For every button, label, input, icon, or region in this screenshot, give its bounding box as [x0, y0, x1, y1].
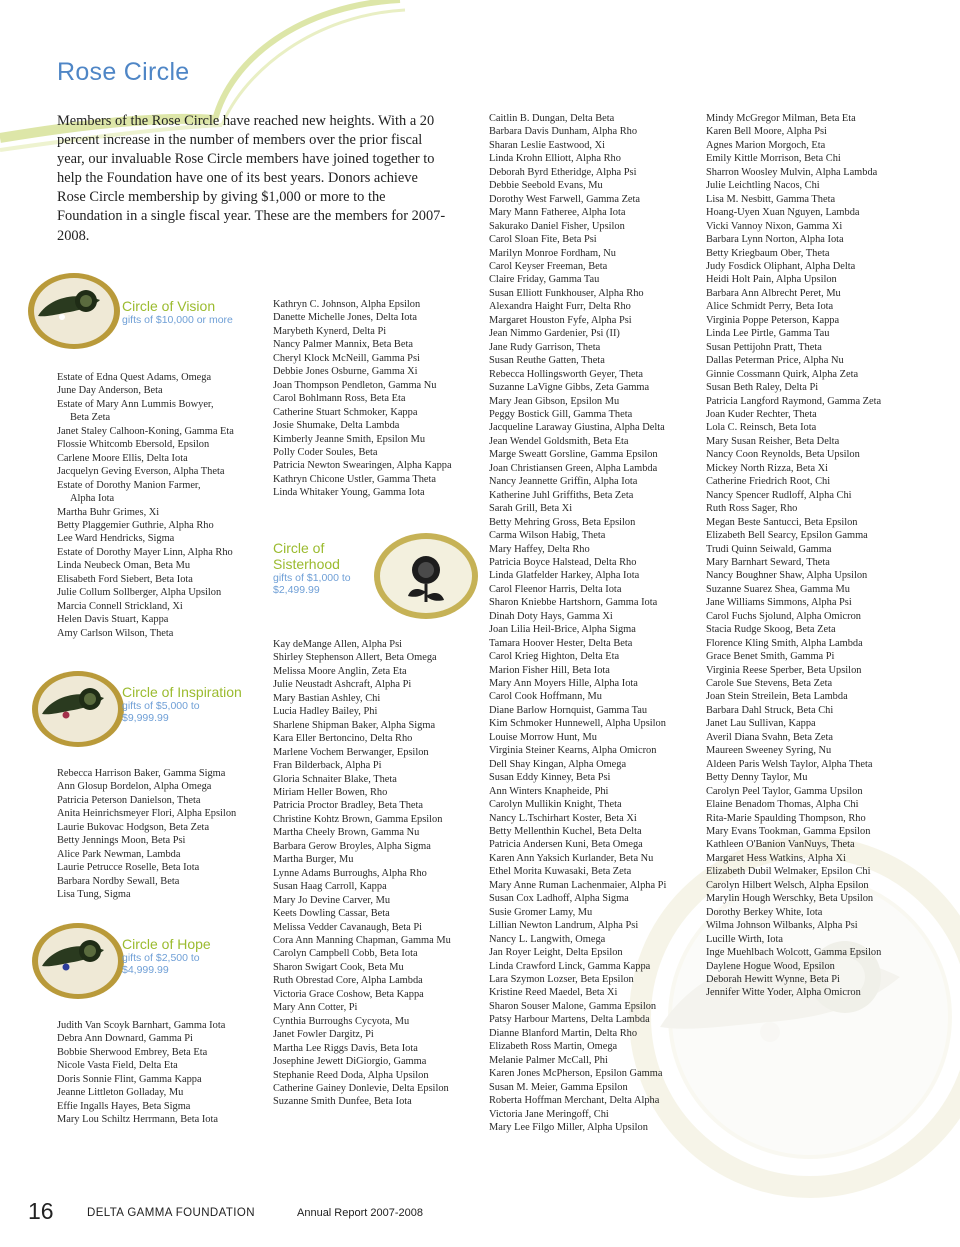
- list-item: Joan Kuder Rechter, Theta: [706, 408, 817, 420]
- list-item: Rita-Marie Spaulding Thompson, Rho: [706, 812, 866, 824]
- list-item: Carole Sue Stevens, Beta Zeta: [706, 678, 833, 690]
- list-item: Kimberly Jeanne Smith, Epsilon Mu: [273, 433, 426, 445]
- list-item: Amy Carlson Wilson, Theta: [57, 627, 174, 639]
- list-item: Kathleen O'Banion VanNuys, Theta: [706, 839, 855, 851]
- list-item: Carol Cook Hoffmann, Mu: [489, 691, 602, 703]
- list-item: Janet Lau Sullivan, Kappa: [706, 718, 816, 730]
- circle-of-sisterhood-title-line-2: Sisterhood: [273, 556, 340, 572]
- list-item: Alice Schmidt Perry, Beta Iota: [706, 301, 834, 313]
- list-item: Caitlin B. Dungan, Delta Beta: [489, 113, 615, 124]
- list-item: Daylene Hogue Wood, Epsilon: [706, 960, 835, 972]
- list-item: Jennifer Witte Yoder, Alpha Omicron: [706, 987, 861, 999]
- list-item: Florence Kling Smith, Alpha Lambda: [706, 637, 863, 649]
- list-item: Catherine Gainey Donlevie, Delta Epsilon: [273, 1082, 449, 1094]
- list-item: Keets Dowling Cassar, Beta: [273, 908, 390, 920]
- list-item: Janet Fowler Dargitz, Pi: [273, 1029, 374, 1041]
- circle-of-hope-range-line-1: gifts of $2,500 to: [122, 952, 200, 964]
- list-item: Marybeth Kynerd, Delta Pi: [273, 325, 387, 337]
- list-item: Betty Mellenthin Kuchel, Beta Delta: [489, 826, 642, 838]
- list-item: Josie Shumake, Delta Lambda: [273, 420, 400, 432]
- list-item: Helen Davis Stuart, Kappa: [57, 614, 169, 626]
- sisterhood-list-column-3: [489, 112, 701, 1134]
- list-item: Anita Heinrichsmeyer Flori, Alpha Epsilon: [57, 808, 237, 820]
- list-item: Mary Evans Tookman, Gamma Epsilon: [706, 826, 871, 838]
- list-item: Josephine Jewett DiGiorgio, Gamma: [273, 1056, 427, 1068]
- list-item: Patricia Newton Swearingen, Alpha Kappa: [273, 460, 452, 472]
- list-item: Ann Winters Knapheide, Phi: [489, 785, 609, 797]
- list-item: Marlene Vochem Berwanger, Epsilon: [273, 746, 429, 758]
- list-item: Alexandra Haight Furr, Delta Rho: [489, 301, 631, 313]
- list-item: Lucille Wirth, Iota: [706, 933, 784, 945]
- list-item: Patricia Proctor Bradley, Beta Theta: [273, 800, 424, 812]
- list-item: Victoria Jane Meringoff, Chi: [489, 1108, 609, 1120]
- list-item: Louise Morrow Hunt, Mu: [489, 731, 597, 743]
- list-item: Carol Bohlmann Ross, Beta Eta: [273, 393, 406, 405]
- list-item: Karen Jones McPherson, Epsilon Gamma: [489, 1068, 663, 1080]
- list-item: Hoang-Uyen Xuan Nguyen, Lambda: [706, 207, 860, 219]
- list-item: Patricia Peterson Danielson, Theta: [57, 794, 201, 806]
- list-item: Barbara Ann Albrecht Peret, Mu: [706, 287, 841, 299]
- list-item: Carol Fleenor Harris, Delta Iota: [489, 583, 622, 595]
- list-item: Joan Stein Streilein, Beta Lambda: [706, 691, 848, 703]
- circle-of-vision-heading: [122, 298, 233, 326]
- list-item: Mary Susan Reisher, Beta Delta: [706, 435, 840, 447]
- list-item: Joan Christiansen Green, Alpha Lambda: [489, 462, 658, 474]
- list-item: Aldeen Paris Welsh Taylor, Alpha Theta: [706, 758, 873, 770]
- list-item: Betty Denny Taylor, Mu: [706, 772, 808, 784]
- circle-of-inspiration-pin-icon: [28, 668, 128, 750]
- list-item: Linda Crawford Linck, Gamma Kappa: [489, 960, 651, 972]
- list-item: Agnes Marion Morgoch, Eta: [706, 139, 826, 151]
- circle-of-hope-range-line-2: $4,999.99: [122, 964, 169, 976]
- list-item: Carma Wilson Habig, Theta: [489, 530, 606, 542]
- list-item: Sarah Grill, Beta Xi: [489, 503, 573, 515]
- list-item: Averil Diana Svahn, Beta Zeta: [706, 731, 834, 743]
- list-item: Stephanie Reed Doda, Alpha Upsilon: [273, 1069, 429, 1081]
- list-item: Susan Cox Ladhoff, Alpha Sigma: [489, 893, 629, 905]
- list-item: Emily Kittle Morrison, Beta Chi: [706, 153, 841, 165]
- list-item: Christine Kohtz Brown, Gamma Epsilon: [273, 813, 443, 825]
- list-item: Lucia Hadley Bailey, Phi: [273, 706, 378, 718]
- list-item: Carlene Moore Ellis, Delta Iota: [57, 452, 188, 464]
- list-item: Lee Ward Hendricks, Sigma: [57, 533, 175, 545]
- circle-of-vision-pin-icon: [24, 270, 124, 352]
- list-item: Elizabeth Bell Searcy, Epsilon Gamma: [706, 530, 868, 542]
- list-item: Dianne Blanford Martin, Delta Rho: [489, 1027, 638, 1039]
- list-item: Susan Beth Raley, Delta Pi: [706, 382, 819, 394]
- list-item: Mary Barnhart Seward, Theta: [706, 556, 830, 568]
- list-item: Bobbie Sherwood Embrey, Beta Eta: [57, 1046, 208, 1058]
- list-item: Lisa Tung, Sigma: [57, 889, 131, 901]
- list-item: Kristine Reed Maedel, Beta Xi: [489, 987, 618, 999]
- list-item: Nancy Coon Reynolds, Beta Upsilon: [706, 449, 860, 461]
- list-item: Elizabeth Dubil Welmaker, Epsilon Chi: [706, 866, 871, 878]
- list-item: Carol Sloan Fite, Beta Psi: [489, 234, 597, 246]
- list-item: Jacquelyn Geving Everson, Alpha Theta: [57, 466, 225, 478]
- list-item: Lynne Adams Burroughs, Alpha Rho: [273, 867, 427, 879]
- list-item: Betty Jennings Moon, Beta Psi: [57, 835, 186, 847]
- circle-of-sisterhood-heading: [273, 540, 351, 596]
- list-item: Deborah Hewitt Wynne, Beta Pi: [706, 974, 840, 985]
- list-item: Jean Nimmo Gardenier, Psi (II): [489, 328, 620, 340]
- list-item: Mary Jo Devine Carver, Mu: [273, 894, 391, 906]
- list-item: Tamara Hoover Hester, Delta Beta: [489, 637, 633, 649]
- list-item: Nancy Spencer Rudloff, Alpha Chi: [706, 489, 852, 501]
- list-item: Peggy Bostick Gill, Gamma Theta: [489, 408, 633, 420]
- list-item: Patsy Harbour Martens, Delta Lambda: [489, 1014, 650, 1026]
- list-item: Ethel Morita Kuwasaki, Beta Zeta: [489, 866, 632, 878]
- list-item: Carol Krieg Highton, Delta Eta: [489, 651, 620, 663]
- list-item: Sharon Kniebbe Hartshorn, Gamma Iota: [489, 597, 658, 609]
- circle-of-hope-title: Circle of Hope: [122, 936, 211, 952]
- list-item: Cora Ann Manning Chapman, Gamma Mu: [273, 934, 451, 946]
- list-item: Carolyn Mullikin Knight, Theta: [489, 799, 622, 811]
- list-item: Jane Rudy Garrison, Theta: [489, 341, 601, 353]
- list-item: Virginia Poppe Peterson, Kappa: [706, 314, 840, 326]
- list-item: Claire Friday, Gamma Tau: [489, 274, 600, 286]
- list-item: Virginia Reese Sperber, Beta Upsilon: [706, 664, 862, 676]
- list-item: Susan Pettijohn Pratt, Theta: [706, 341, 822, 353]
- list-item: Grace Benet Smith, Gamma Pi: [706, 651, 835, 663]
- list-item: Mary Jean Gibson, Epsilon Mu: [489, 395, 620, 407]
- list-item: Vicki Vannoy Nixon, Gamma Xi: [706, 220, 843, 232]
- list-item: Linda Whitaker Young, Gamma Iota: [273, 487, 425, 499]
- list-item: Margaret Hess Watkins, Alpha Xi: [706, 852, 846, 864]
- circle-of-hope-heading: [122, 936, 211, 976]
- page-number: 16: [28, 1198, 54, 1224]
- list-item: Sharron Woosley Mulvin, Alpha Lambda: [706, 166, 878, 178]
- list-item: Carolyn Hilbert Welsch, Alpha Epsilon: [706, 879, 869, 891]
- list-item: Dinah Doty Hays, Gamma Xi: [489, 610, 613, 622]
- list-item: Rebecca Hollingsworth Geyer, Theta: [489, 368, 644, 380]
- list-item: Mary Lou Schiltz Herrmann, Beta Iota: [57, 1114, 219, 1126]
- circle-of-sisterhood-range-line-1: gifts of $1,000 to: [273, 572, 351, 584]
- list-item: Dorothy West Farwell, Gamma Zeta: [489, 193, 641, 205]
- vision-list-column-1: [57, 371, 267, 640]
- vision-list-column-2: [273, 298, 483, 500]
- list-item: Nicole Vasta Field, Delta Eta: [57, 1060, 178, 1072]
- list-item: Heidi Holt Pain, Alpha Upsilon: [706, 274, 837, 286]
- list-item: Jacqueline Laraway Giustina, Alpha Delta: [489, 422, 665, 434]
- list-item: Fran Bilderback, Alpha Pi: [273, 760, 382, 772]
- intro-paragraph: Members of the Rose Circle have reached new heights. With a 20 percent increase in the number of members over the prior fiscal year, our invaluable Rose Circle members have joined together to help the Foundation have one of its best years. Donors achieve Rose Circle membership by giving $1,000 or more to the Foundation in a single fiscal year. These are the members for 2007-2008.: [57, 113, 446, 244]
- list-item: Miriam Heller Bowen, Rho: [273, 786, 388, 798]
- list-item: Maureen Sweeney Syring, Nu: [706, 745, 832, 757]
- circle-of-sisterhood-title-line-1: Circle of: [273, 540, 325, 556]
- list-item: Dorothy Berkey White, Iota: [706, 906, 823, 918]
- list-item: Lillian Newton Landrum, Alpha Psi: [489, 920, 639, 932]
- list-item: Mary Bastian Ashley, Chi: [273, 692, 381, 704]
- list-item: Marion Fisher Hill, Beta Iota: [489, 664, 610, 676]
- list-item: Susie Gromer Lamy, Mu: [489, 906, 593, 918]
- list-item: Dell Shay Kingan, Alpha Omega: [489, 758, 627, 770]
- list-item: Trudi Quinn Seiwald, Gamma: [706, 543, 832, 555]
- list-item: Estate of Dorothy Manion Farmer,: [57, 479, 201, 491]
- list-item: Mary Mann Fatheree, Alpha Iota: [489, 207, 626, 219]
- list-item: Roberta Hoffman Merchant, Delta Alpha: [489, 1095, 660, 1107]
- list-item: Beta Zeta: [70, 412, 111, 424]
- list-item: Ann Glosup Bordelon, Alpha Omega: [57, 781, 212, 793]
- list-item: Susan Reuthe Gatten, Theta: [489, 355, 605, 367]
- list-item: Elaine Benadom Thomas, Alpha Chi: [706, 799, 859, 811]
- list-item: Jan Royer Leight, Delta Epsilon: [489, 947, 623, 959]
- list-item: Deborah Byrd Etheridge, Alpha Psi: [489, 166, 637, 178]
- list-item: Judy Fosdick Oliphant, Alpha Delta: [706, 260, 856, 272]
- sisterhood-list-column-4: [706, 112, 938, 1000]
- circle-of-inspiration-range-line-2: $9,999.99: [122, 712, 169, 724]
- list-item: Martha Lee Riggs Davis, Beta Iota: [273, 1042, 418, 1054]
- list-item: Sharon Souser Malone, Gamma Epsilon: [489, 1000, 657, 1012]
- hope-list: [57, 1019, 267, 1127]
- list-item: Barbara Dahl Struck, Beta Chi: [706, 704, 834, 716]
- list-item: Mary Ann Cotter, Pi: [273, 1002, 358, 1014]
- list-item: Elisabeth Ford Siebert, Beta Iota: [57, 573, 193, 585]
- list-item: Nancy L. Langwith, Omega: [489, 933, 606, 945]
- list-item: Ginnie Cossmann Quirk, Alpha Zeta: [706, 368, 859, 380]
- list-item: Mickey North Rizza, Beta Xi: [706, 462, 829, 474]
- list-item: Marcia Connell Strickland, Xi: [57, 600, 183, 612]
- list-item: Laurie Bukovac Hodgson, Beta Zeta: [57, 821, 210, 833]
- list-item: Barbara Gerow Broyles, Alpha Sigma: [273, 840, 431, 852]
- list-item: Cynthia Burroughs Cycyota, Mu: [273, 1015, 410, 1027]
- list-item: Flossie Whitcomb Ebersold, Epsilon: [57, 439, 210, 451]
- list-item: Victoria Grace Coshow, Beta Kappa: [273, 988, 424, 1000]
- circle-of-sisterhood-range-line-2: $2,499.99: [273, 584, 320, 596]
- list-item: Barbara Nordby Sewall, Beta: [57, 875, 180, 887]
- list-item: Stacia Rudge Skoog, Beta Zeta: [706, 624, 836, 636]
- list-item: Suzanne Smith Dunfee, Beta Iota: [273, 1096, 412, 1108]
- list-item: Betty Kriegbaum Ober, Theta: [706, 247, 830, 259]
- list-item: Joan Lilia Heil-Brice, Alpha Sigma: [489, 624, 636, 636]
- list-item: Polly Coder Soules, Beta: [273, 446, 378, 458]
- list-item: Kay deMange Allen, Alpha Psi: [273, 639, 402, 650]
- list-item: Mary Lee Filgo Miller, Alpha Upsilon: [489, 1121, 648, 1133]
- list-item: Kim Schmoker Hunnewell, Alpha Upsilon: [489, 718, 666, 730]
- list-item: Diane Barlow Hornquist, Gamma Tau: [489, 704, 648, 716]
- circle-of-inspiration-range-line-1: gifts of $5,000 to: [122, 700, 200, 712]
- list-item: Sakurako Daniel Fisher, Upsilon: [489, 220, 625, 232]
- inspiration-list: [57, 767, 267, 902]
- list-item: Alpha Iota: [70, 493, 115, 505]
- circle-of-vision-title: Circle of Vision: [122, 298, 216, 314]
- list-item: Karen Bell Moore, Alpha Psi: [706, 126, 827, 138]
- list-item: Kathryn C. Johnson, Alpha Epsilon: [273, 299, 421, 310]
- list-item: Sharan Leslie Eastwood, Xi: [489, 139, 606, 151]
- list-item: Carolyn Campbell Cobb, Beta Iota: [273, 948, 418, 960]
- list-item: Nancy Jeannette Griffin, Alpha Iota: [489, 476, 638, 488]
- list-item: June Day Anderson, Beta: [57, 385, 163, 397]
- list-item: Ruth Ross Sager, Rho: [706, 503, 798, 515]
- list-item: Suzanne Suarez Shea, Gamma Mu: [706, 583, 850, 595]
- list-item: Estate of Edna Quest Adams, Omega: [57, 372, 212, 383]
- list-item: Danette Michelle Jones, Delta Iota: [273, 312, 417, 324]
- list-item: Jeanne Littleton Golladay, Mu: [57, 1087, 184, 1099]
- list-item: Debbie Jones Osburne, Gamma Xi: [273, 366, 418, 378]
- list-item: Jane Williams Simmons, Alpha Psi: [706, 597, 852, 609]
- list-item: Betty Plaggemier Guthrie, Alpha Rho: [57, 519, 214, 531]
- list-item: Patricia Andersen Kuni, Beta Omega: [489, 839, 643, 851]
- list-item: Marilyn Monroe Fordham, Nu: [489, 247, 616, 259]
- list-item: Mary Ann Moyers Hille, Alpha Iota: [489, 678, 638, 690]
- list-item: Estate of Mary Ann Lummis Bowyer,: [57, 398, 214, 410]
- list-item: Susan Haag Carroll, Kappa: [273, 881, 387, 893]
- list-item: Dallas Peterman Price, Alpha Nu: [706, 355, 844, 367]
- list-item: Shirley Stephenson Allert, Beta Omega: [273, 652, 437, 664]
- list-item: Margaret Houston Fyfe, Alpha Psi: [489, 314, 632, 326]
- list-item: Mary Haffey, Delta Rho: [489, 543, 590, 555]
- list-item: Melissa Moore Anglin, Zeta Eta: [273, 665, 407, 677]
- list-item: Mindy McGregor Milman, Beta Eta: [706, 113, 856, 124]
- list-item: Susan Eddy Kinney, Beta Psi: [489, 772, 611, 784]
- list-item: Linda Glatfelder Harkey, Alpha Iota: [489, 570, 640, 582]
- list-item: Linda Neubeck Oman, Beta Mu: [57, 560, 191, 572]
- list-item: Lola C. Reinsch, Beta Iota: [706, 422, 817, 434]
- list-item: Linda Krohn Elliott, Alpha Rho: [489, 153, 621, 165]
- list-item: Doris Sonnie Flint, Gamma Kappa: [57, 1073, 202, 1085]
- list-item: Nancy Palmer Mannix, Beta Beta: [273, 339, 413, 351]
- list-item: Ruth Obrestad Core, Alpha Lambda: [273, 975, 423, 987]
- list-item: Linda Lee Pirtle, Gamma Tau: [706, 328, 830, 340]
- circle-of-inspiration-title: Circle of Inspiration: [122, 684, 242, 700]
- list-item: Alice Park Newman, Lambda: [57, 848, 181, 860]
- list-item: Carol Keyser Freeman, Beta: [489, 260, 608, 272]
- list-item: Julie Neustadt Ashcraft, Alpha Pi: [273, 679, 412, 691]
- list-item: Melissa Vedder Cavanaugh, Beta Pi: [273, 921, 422, 933]
- list-item: Mary Anne Ruman Lachenmaier, Alpha Pi: [489, 879, 667, 891]
- list-item: Catherine Stuart Schmoker, Kappa: [273, 406, 418, 418]
- list-item: Catherine Friedrich Root, Chi: [706, 476, 831, 488]
- list-item: Betty Mehring Gross, Beta Epsilon: [489, 516, 636, 528]
- list-item: Martha Buhr Grimes, Xi: [57, 506, 160, 518]
- list-item: Martha Burger, Mu: [273, 854, 354, 866]
- list-item: Carol Fuchs Sjolund, Alpha Omicron: [706, 610, 861, 622]
- list-item: Gloria Schnaiter Blake, Theta: [273, 773, 397, 785]
- list-item: Laurie Petrucce Roselle, Beta Iota: [57, 862, 200, 874]
- circle-of-vision-range: gifts of $10,000 or more: [122, 314, 233, 326]
- list-item: Inge Muehlbach Wolcott, Gamma Epsilon: [706, 947, 882, 959]
- list-item: Marylin Hough Werschky, Beta Upsilon: [706, 893, 874, 905]
- sisterhood-list-column-2: [273, 638, 483, 1109]
- list-item: Kathryn Chicone Ustler, Gamma Theta: [273, 473, 436, 485]
- list-item: Rebecca Harrison Baker, Gamma Sigma: [57, 768, 226, 779]
- list-item: Julie Leichtling Nacos, Chi: [706, 180, 820, 192]
- list-item: Lara Szymon Lozser, Beta Epsilon: [489, 974, 634, 985]
- list-item: Lisa M. Nesbitt, Gamma Theta: [706, 193, 836, 205]
- list-item: Melanie Palmer McCall, Phi: [489, 1054, 608, 1066]
- list-item: Debbie Seebold Evans, Mu: [489, 180, 603, 192]
- list-item: Susan M. Meier, Gamma Epsilon: [489, 1081, 628, 1093]
- list-item: Sharlene Shipman Baker, Alpha Sigma: [273, 719, 436, 731]
- list-item: Marge Sweatt Gorsline, Gamma Epsilon: [489, 449, 658, 461]
- list-item: Jean Wendel Goldsmith, Beta Eta: [489, 435, 629, 447]
- list-item: Judith Van Scoyk Barnhart, Gamma Iota: [57, 1020, 226, 1031]
- list-item: Cheryl Klock McNeill, Gamma Psi: [273, 352, 420, 364]
- list-item: Nancy L.Tschirhart Koster, Beta Xi: [489, 812, 637, 824]
- list-item: Martha Cheely Brown, Gamma Nu: [273, 827, 420, 839]
- list-item: Sharon Swigart Cook, Beta Mu: [273, 961, 404, 973]
- list-item: Debra Ann Downard, Gamma Pi: [57, 1033, 193, 1045]
- list-item: Patricia Langford Raymond, Gamma Zeta: [706, 395, 882, 407]
- circle-of-inspiration-heading: [122, 684, 242, 724]
- page-title: Rose Circle: [57, 58, 190, 86]
- list-item: Elizabeth Ross Martin, Omega: [489, 1041, 618, 1053]
- list-item: Janet Staley Calhoon-Koning, Gamma Eta: [57, 425, 234, 437]
- list-item: Patricia Boyce Halstead, Delta Rho: [489, 556, 637, 568]
- list-item: Katherine Juhl Griffiths, Beta Zeta: [489, 489, 634, 501]
- list-item: Suzanne LaVigne Gibbs, Zeta Gamma: [489, 382, 650, 394]
- circle-of-hope-pin-icon: [28, 920, 128, 1002]
- list-item: Barbara Lynn Norton, Alpha Iota: [706, 234, 844, 246]
- list-item: Nancy Boughner Shaw, Alpha Upsilon: [706, 570, 868, 582]
- list-item: Estate of Dorothy Mayer Linn, Alpha Rho: [57, 546, 233, 558]
- list-item: Megan Beste Santucci, Beta Epsilon: [706, 516, 858, 528]
- footer-report-title: Annual Report 2007-2008: [297, 1207, 423, 1219]
- list-item: Julie Collum Sollberger, Alpha Upsilon: [57, 587, 222, 599]
- footer-foundation-name: DELTA GAMMA FOUNDATION: [87, 1207, 255, 1219]
- list-item: Joan Thompson Pendleton, Gamma Nu: [273, 379, 437, 391]
- list-item: Barbara Davis Dunham, Alpha Rho: [489, 126, 638, 138]
- list-item: Wilma Johnson Wilbanks, Alpha Psi: [706, 920, 858, 932]
- list-item: Susan Elliott Funkhouser, Alpha Rho: [489, 287, 644, 299]
- list-item: Karen Ann Yaksich Kurlander, Beta Nu: [489, 852, 654, 864]
- page-footer: [0, 1198, 960, 1228]
- list-item: Carolyn Peel Taylor, Gamma Upsilon: [706, 785, 863, 797]
- circle-of-sisterhood-pin-icon: [370, 530, 482, 622]
- list-item: Virginia Steiner Kearns, Alpha Omicron: [489, 745, 657, 757]
- list-item: Kara Eller Bertoncino, Delta Rho: [273, 733, 413, 745]
- list-item: Effie Ingalls Hayes, Beta Sigma: [57, 1100, 191, 1112]
